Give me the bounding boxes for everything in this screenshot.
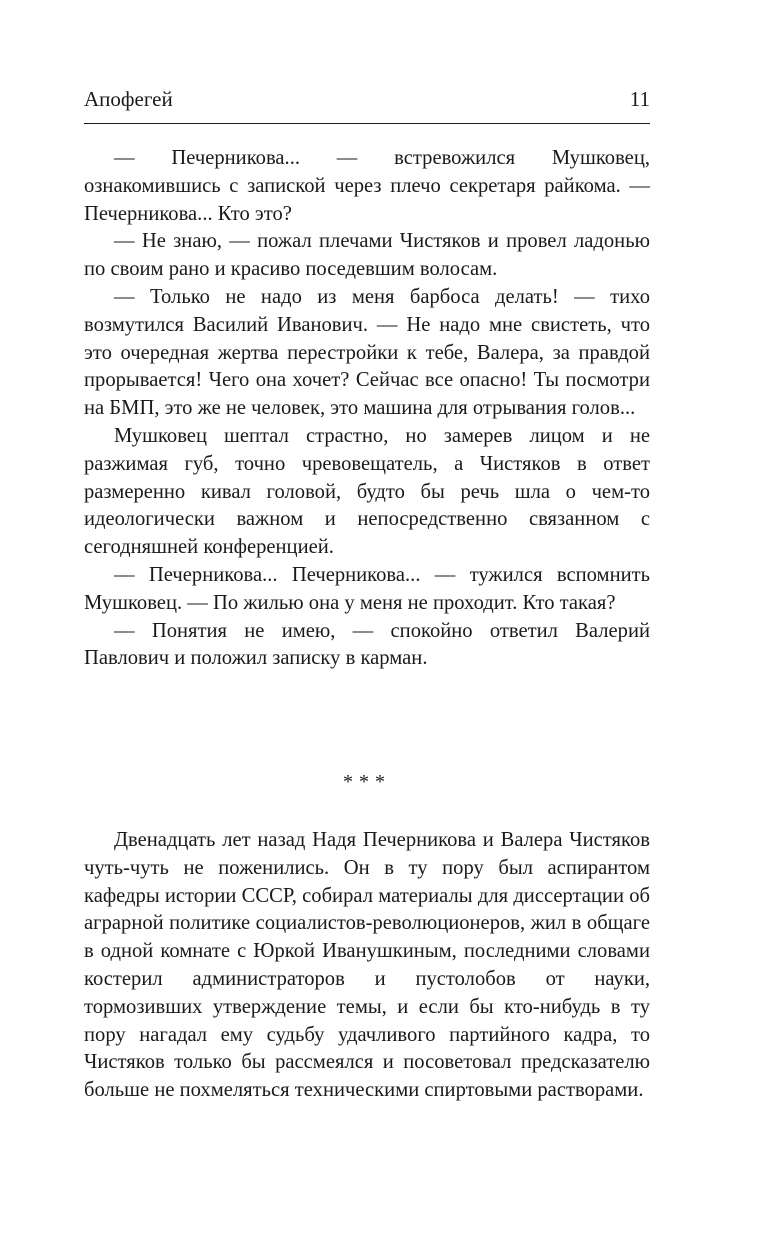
running-head — [84, 84, 650, 114]
paragraph: — Не знаю, — пожал плечами Чистяков и провел ладонью по своим рано и красиво поседевшим волосам. — [84, 230, 650, 281]
paragraph: — Печерникова... Печерникова... — тужился вспомнить Мушковец. — По жилью она у меня не проходит. Кто такая? — [84, 563, 650, 614]
section-separator: *** — [343, 771, 391, 793]
running-head-title: Апофегей — [84, 87, 173, 111]
text-section-2 — [84, 827, 650, 1105]
page-number: 11 — [629, 87, 650, 111]
header-rule — [84, 123, 650, 124]
paragraph: Двенадцать лет назад Надя Печерникова и Валера Чистяков чуть-чуть не поженились. Он в ту пору был аспирантом кафедры истории СССР, собирал материалы для диссертации об аграрной политике социалистов-революционеров, жил в общаге в одной комнате с Юркой Иванушкиным, последними словами костерил администраторов и пустолобов от науки, тормозивших утверждение темы, и если бы кто-нибудь в ту пору нагадал ему судьбу удачливого партийного кадра, то Чистяков только бы рассмеялся и посоветовал предсказателю больше не похмеляться техническими спиртовыми растворами. — [84, 829, 650, 1102]
paragraph: — Понятия не имею, — спокойно ответил Валерий Павлович и положил записку в карман. — [84, 619, 650, 670]
text-section-1 — [84, 145, 650, 673]
paragraph: — Печерникова... — встревожился Мушковец, ознакомившись с запиской через плечо секретаря райкома. — Печерникова... Кто это? — [84, 147, 650, 225]
paragraph: — Только не надо из меня барбоса делать! — тихо возмутился Василий Иванович. — Не надо мне свистеть, что это очередная жертва перестройки к тебе, Валера, за правдой прорывается! Чего она хочет? Сейчас все опасно! Ты посмотри на БМП, это же не человек, это машина для отрывания голов... — [84, 285, 650, 420]
book-page — [84, 0, 650, 1241]
paragraph: Мушковец шептал страстно, но замерев лицом и не разжимая губ, точно чревовещатель, а Чистяков в ответ размеренно кивал головой, будто бы речь шла о чем-то идеологически важном и непосредственно связанном с сегодняшней конференцией. — [84, 424, 650, 559]
